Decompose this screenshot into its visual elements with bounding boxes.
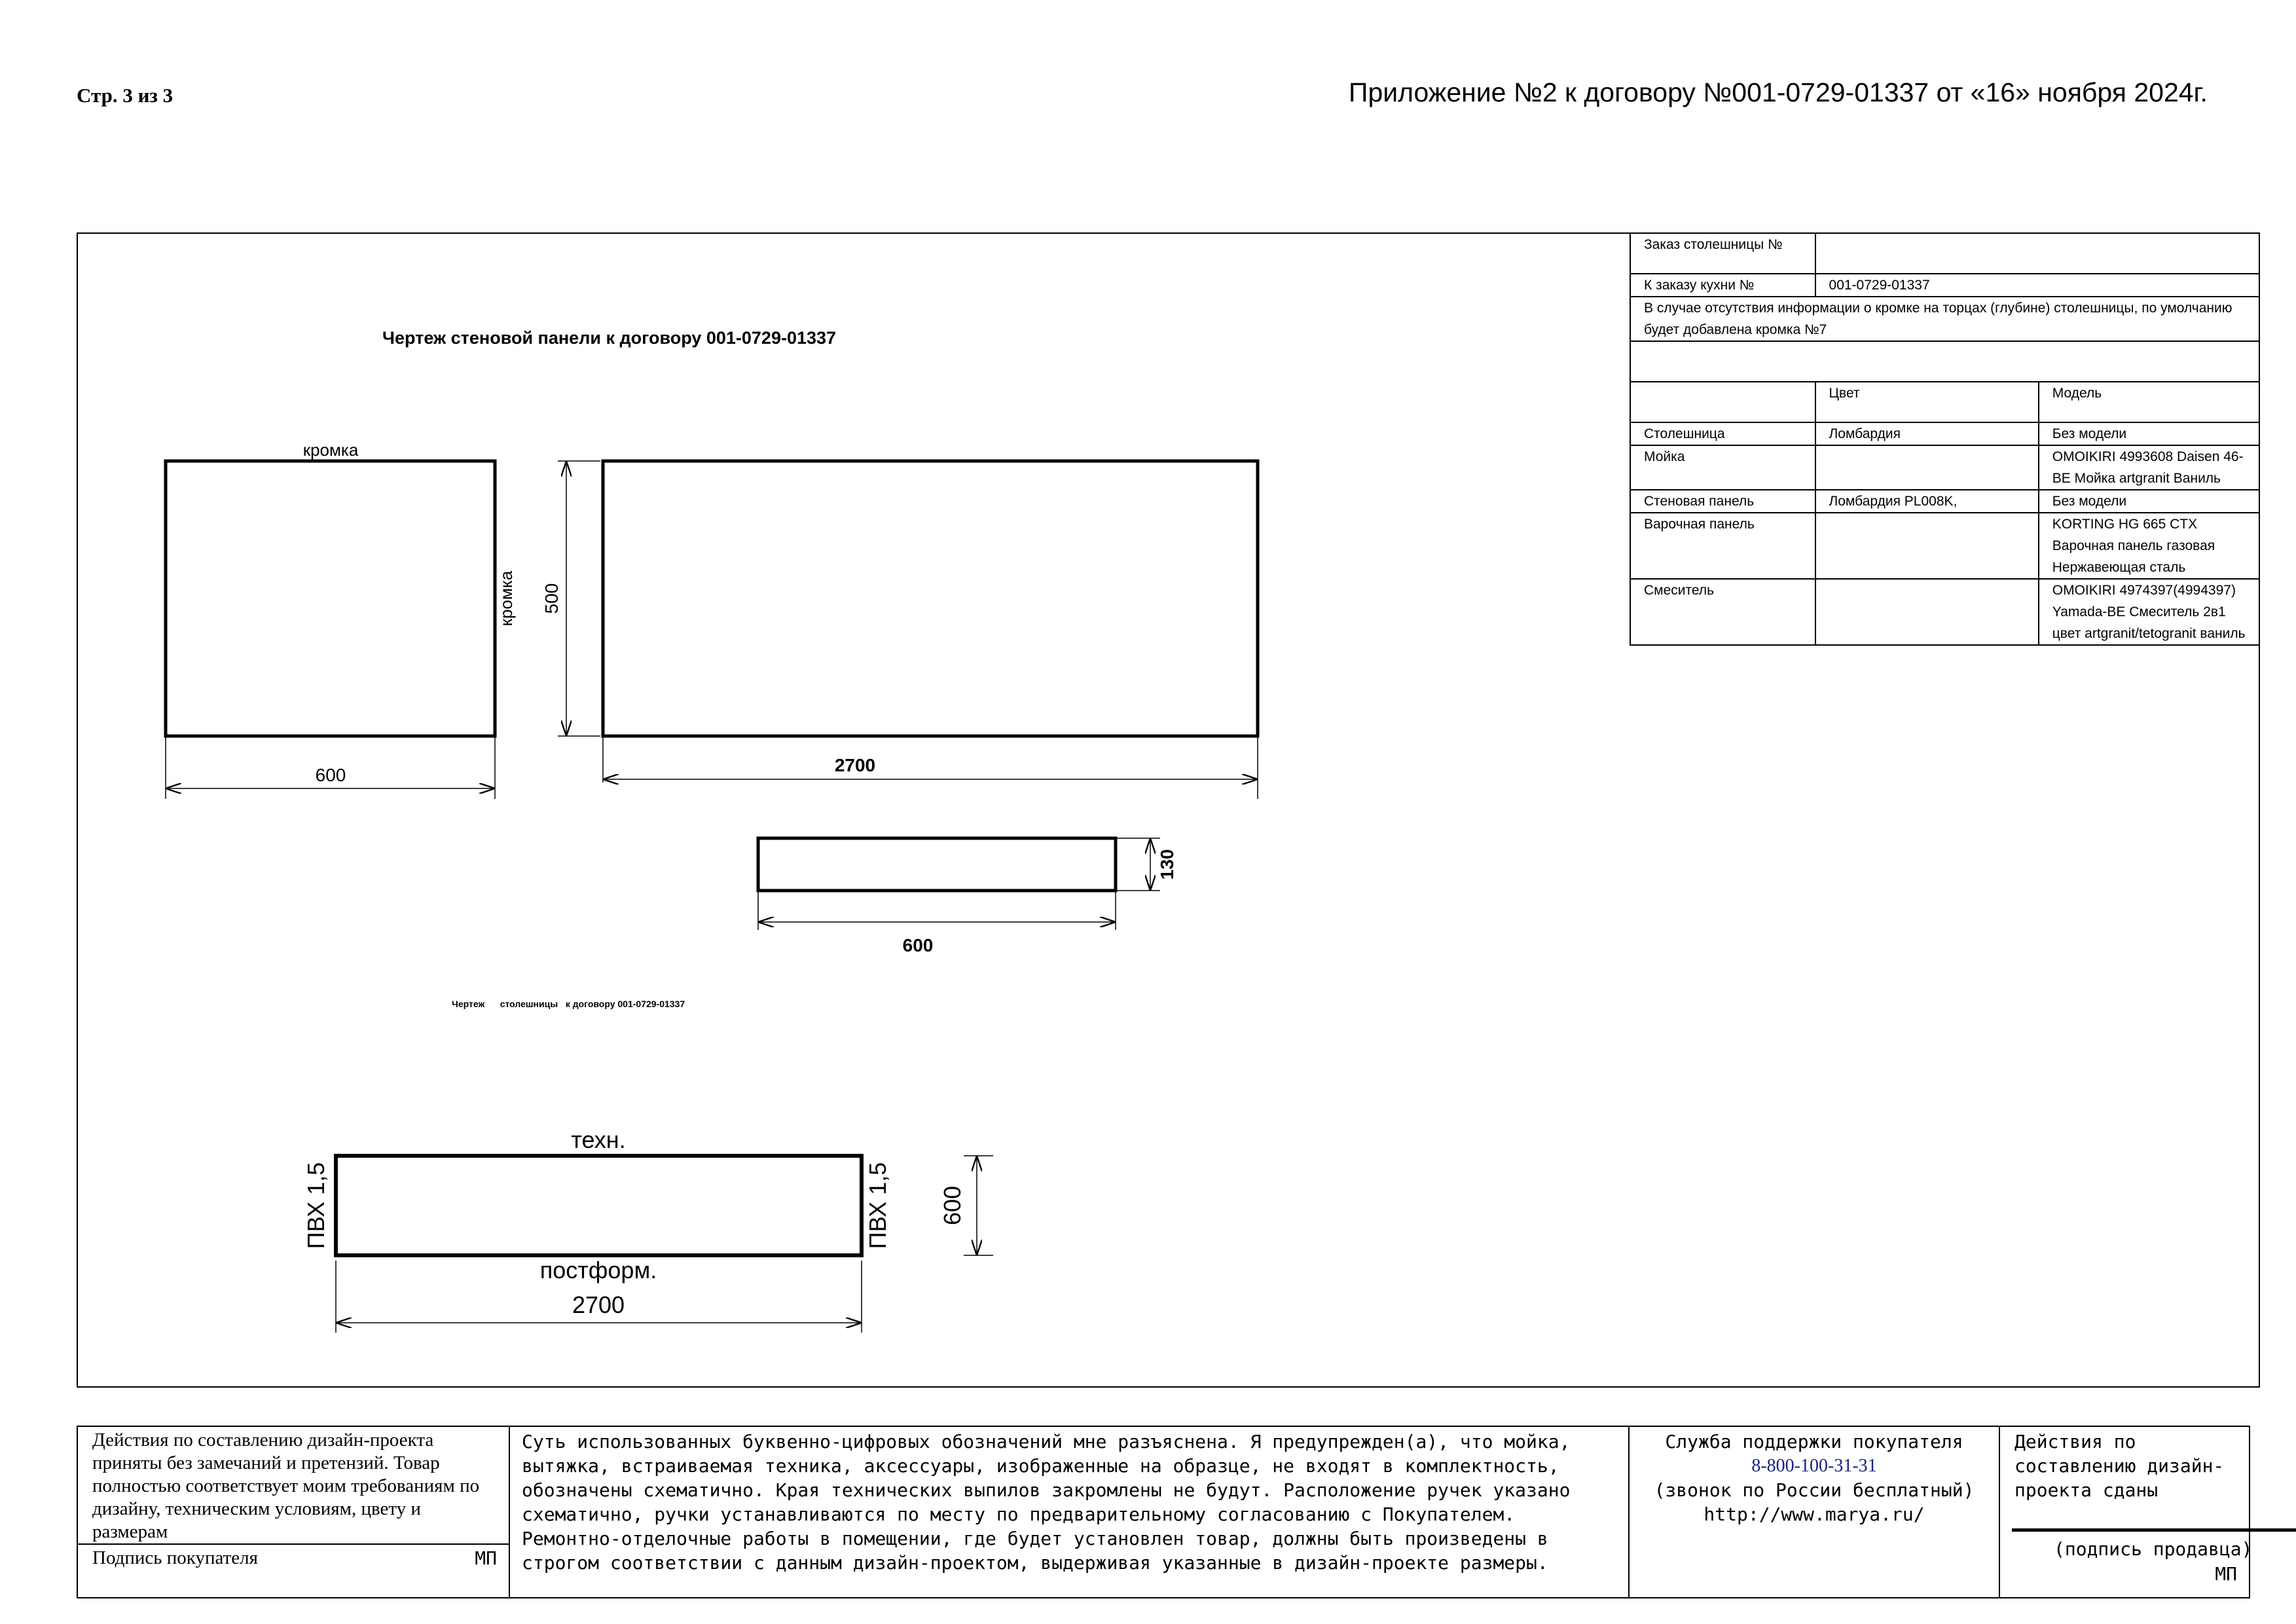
support-title: Служба поддержки покупателя bbox=[1665, 1431, 1963, 1452]
item-color: Ломбардия bbox=[1815, 422, 2039, 445]
wall-panel-main bbox=[603, 461, 1258, 736]
buyer-acceptance-text: Действия по составлению дизайн-проекта приняты без замечаний и претензий. Товар полностью соответствует моим требованиям по дизайну, техническим условиям, цвету и размерам bbox=[92, 1430, 480, 1542]
technical-drawing bbox=[77, 232, 1630, 1388]
specification-table bbox=[1630, 232, 2260, 646]
dim-500: 500 bbox=[541, 583, 562, 614]
column-header-color: Цвет bbox=[1815, 382, 2039, 422]
table-row bbox=[1630, 490, 2259, 513]
item-model: Без модели bbox=[2039, 422, 2259, 445]
edge-default-note: В случае отсутствия информации о кромке на торцах (глубине) столешницы, по умолчанию будет добавлена кромка №7 bbox=[1630, 297, 2259, 341]
edge-label-side: кромка bbox=[496, 570, 516, 627]
column-header-model: Модель bbox=[2039, 382, 2259, 422]
item-model: OMOIKIRI 4993608 Daisen 46-BE Мойка artgranit Ваниль bbox=[2039, 445, 2259, 490]
support-cell bbox=[1630, 1427, 2000, 1597]
item-color bbox=[1815, 579, 2039, 645]
item-name: Мойка bbox=[1630, 445, 1815, 490]
label-pvc-right: ПВХ 1,5 bbox=[864, 1162, 891, 1249]
item-color bbox=[1815, 513, 2039, 579]
item-color bbox=[1815, 445, 2039, 490]
disclaimer-cell bbox=[510, 1427, 1630, 1597]
buyer-acceptance-cell bbox=[78, 1427, 510, 1597]
item-model: OMOIKIRI 4974397(4994397) Yamada-BE Смеситель 2в1 цвет artgranit/tetogranit ваниль bbox=[2039, 579, 2259, 645]
seller-signature-label: (подпись продавца) bbox=[2054, 1538, 2253, 1560]
seller-signature-line bbox=[2012, 1528, 2296, 1532]
item-name: Варочная панель bbox=[1630, 513, 1815, 579]
item-color: Ломбардия PL008K, bbox=[1815, 490, 2039, 513]
dim-2700-b: 2700 bbox=[572, 1291, 625, 1318]
label-techn: техн. bbox=[571, 1126, 626, 1153]
countertop-drawing-title: Чертеж столешницы к договору 001-0729-01337 bbox=[452, 999, 685, 1009]
wall-panel-strip bbox=[758, 838, 1116, 891]
seller-cell bbox=[2000, 1427, 2253, 1597]
item-name: Смеситель bbox=[1630, 579, 1815, 645]
kitchen-order-label: К заказу кухни № bbox=[1630, 274, 1815, 297]
header-blank bbox=[1630, 382, 1815, 422]
document-title: Приложение №2 к договору №001-0729-01337 от «16» ноября 2024г. bbox=[1349, 77, 2208, 107]
table-row bbox=[1630, 445, 2259, 490]
table-row bbox=[1630, 513, 2259, 579]
support-url: http://www.marya.ru/ bbox=[1704, 1504, 1925, 1525]
kitchen-order-value: 001-0729-01337 bbox=[1815, 274, 2259, 297]
table-row bbox=[1630, 579, 2259, 645]
label-postform: постформ. bbox=[539, 1257, 657, 1283]
seller-stamp-label: МП bbox=[2215, 1563, 2237, 1585]
disclaimer-text: Суть использованных буквенно-цифровых обозначений мне разъяснена. Я предупрежден(а), что мойка, вытяжка, встраиваемая техника, аксессуары, изображенные на образце, не входят в комплектность, обозначены схематично. Края технических выпилов закромлены не будут. Расположение ручек указано схематично, ручки устанавливаются по месту по предварительному согласованию с Покупателем. Ремонтно-отделочные работы в помещении, где будет установлен товар, должны быть произведены в строгом соответствии с данным дизайн-проектом, выдерживая указанные в дизайн-проекте размеры. bbox=[522, 1431, 1571, 1574]
dim-2700-a: 2700 bbox=[834, 755, 876, 775]
dim-600-a: 600 bbox=[315, 765, 346, 785]
footer-signature-block bbox=[77, 1426, 2253, 1598]
seller-handover-text: Действия по составлению дизайн-проекта сданы bbox=[2014, 1431, 2225, 1501]
support-phone: 8-800-100-31-31 bbox=[1751, 1456, 1877, 1476]
order-label: Заказ столешницы № bbox=[1630, 233, 1815, 274]
item-name: Столешница bbox=[1630, 422, 1815, 445]
dim-600-c: 600 bbox=[939, 1185, 966, 1226]
item-model: Без модели bbox=[2039, 490, 2259, 513]
support-note: (звонок по России бесплатный) bbox=[1654, 1479, 1975, 1501]
buyer-stamp-label: МП bbox=[475, 1547, 497, 1569]
table-row bbox=[1630, 422, 2259, 445]
page-number: Стр. 3 из 3 bbox=[77, 84, 173, 107]
dim-600-b: 600 bbox=[902, 935, 934, 955]
buyer-signature-label: Подпись покупателя bbox=[92, 1547, 258, 1568]
divider bbox=[78, 1543, 509, 1545]
empty-row bbox=[1630, 341, 2259, 382]
edge-label-top: кромка bbox=[302, 440, 359, 460]
item-name: Стеновая панель bbox=[1630, 490, 1815, 513]
dim-130: 130 bbox=[1157, 849, 1177, 880]
wall-panel-drawing-title: Чертеж стеновой панели к договору 001-0729-01337 bbox=[382, 328, 837, 348]
wall-panel-side-piece bbox=[166, 461, 495, 736]
countertop-outline bbox=[336, 1156, 862, 1255]
order-value bbox=[1815, 233, 2259, 274]
item-model: KORTING HG 665 CTX Варочная панель газовая Нержавеющая сталь bbox=[2039, 513, 2259, 579]
label-pvc-left: ПВХ 1,5 bbox=[302, 1162, 329, 1249]
